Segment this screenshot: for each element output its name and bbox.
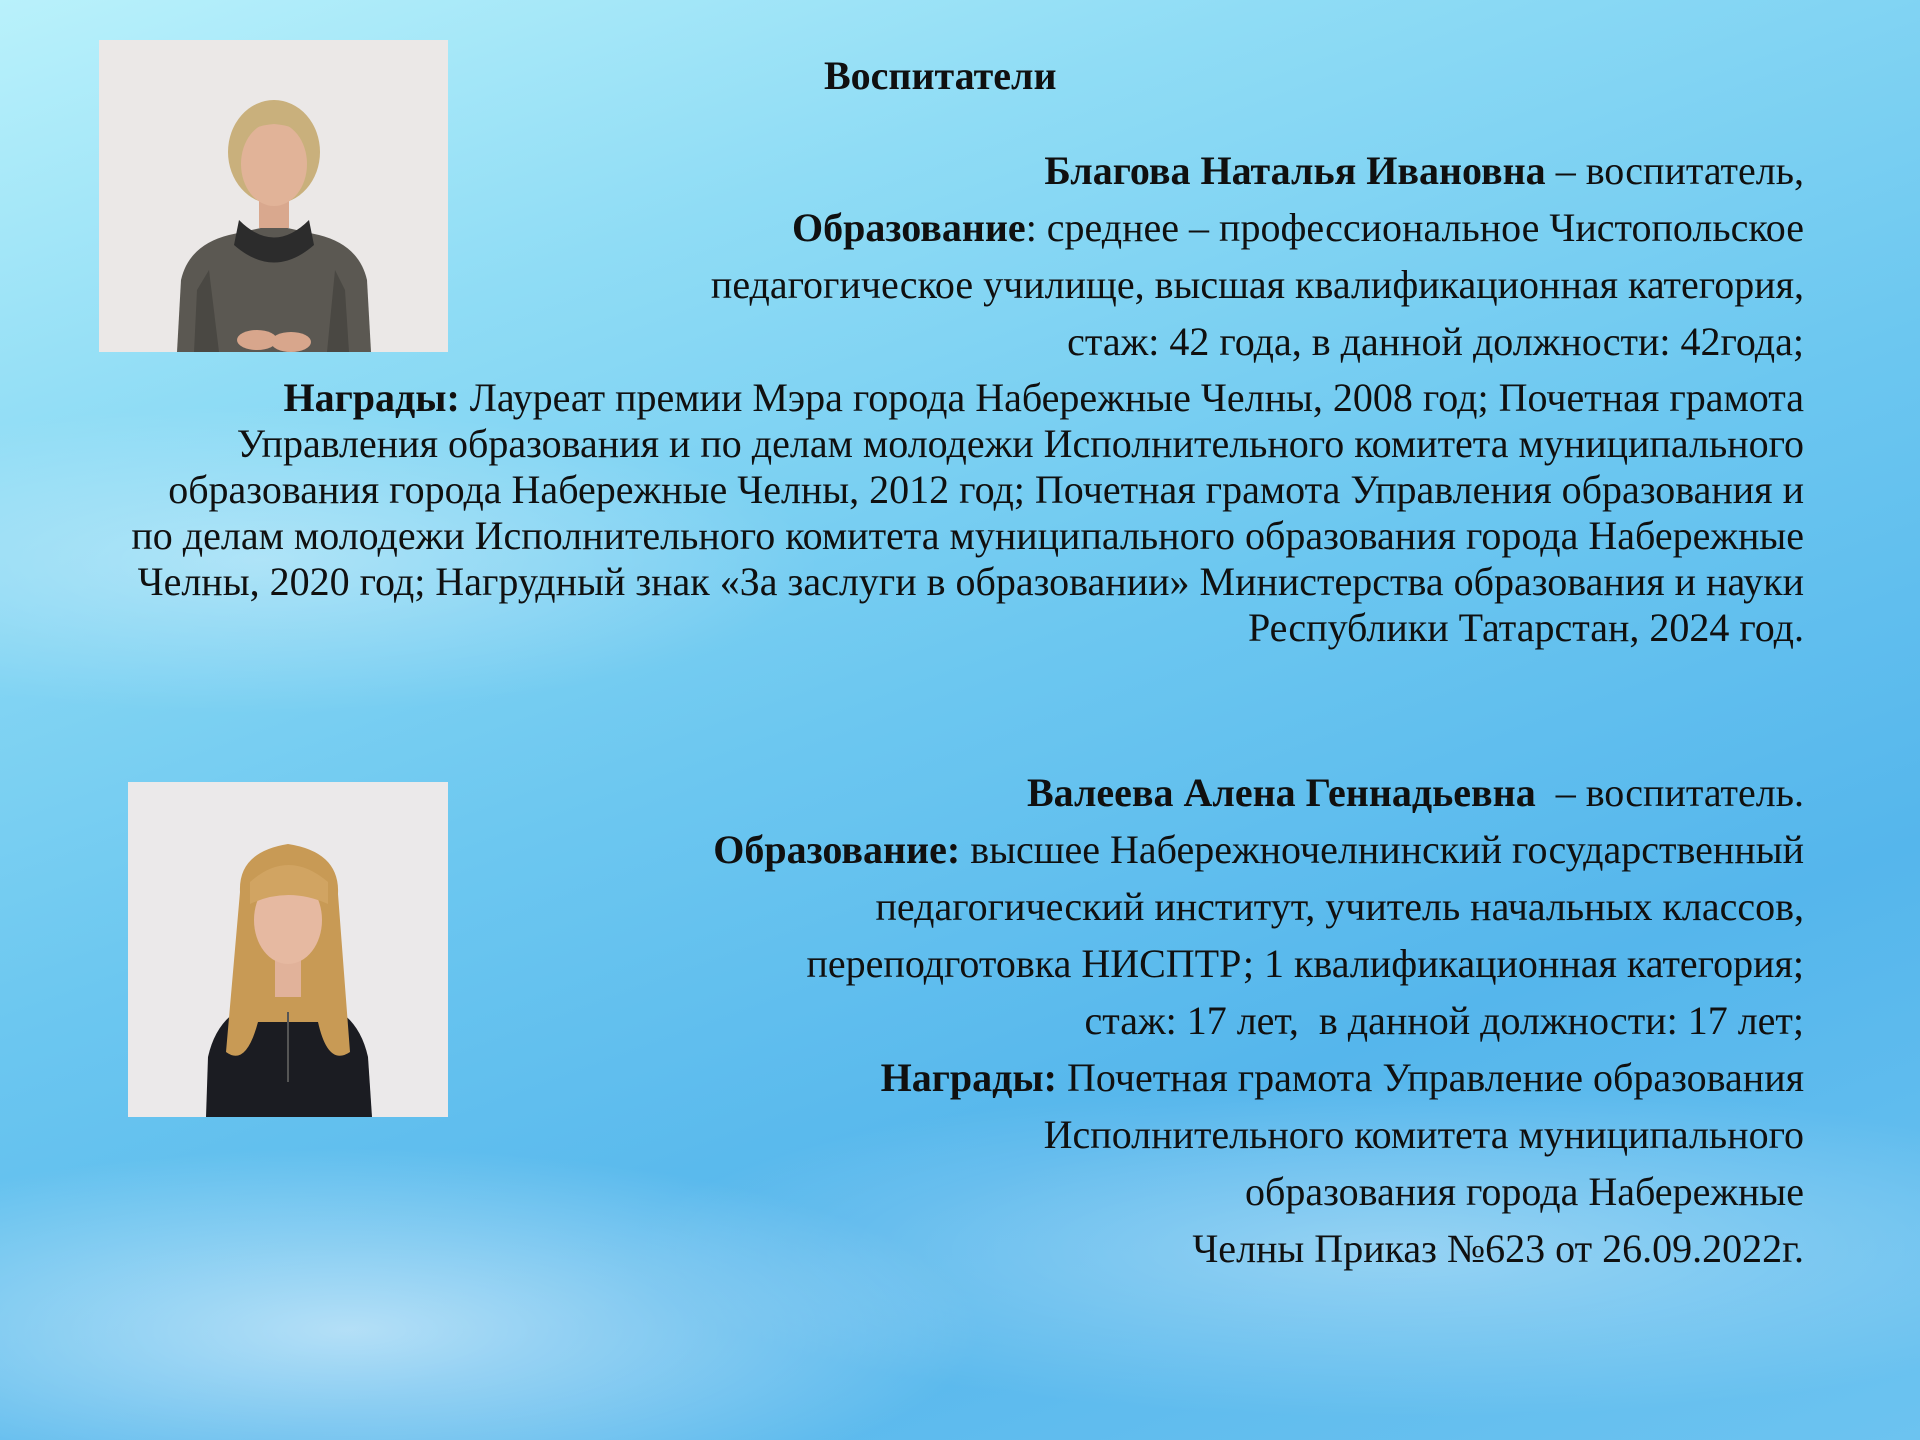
teacher-2-awards-line-1: Награды: Почетная грамота Управление образования	[880, 1055, 1804, 1100]
teacher-2-info	[304, 764, 1804, 1277]
teacher-2-education-line-3: переподготовка НИСПТР; 1 квалификационная категория;	[806, 941, 1804, 986]
teacher-2-name: Валеева Алена Геннадьевна	[1026, 770, 1536, 815]
teacher-1-education-label: Образование	[792, 205, 1026, 250]
teacher-1-info	[304, 142, 1804, 370]
teacher-1-education-line-1: Образование: среднее – профессиональное Чистопольское	[792, 205, 1804, 250]
slide-title: Воспитатели	[824, 53, 1057, 98]
teacher-1-education-line-2: педагогическое училище, высшая квалификационная категория,	[710, 262, 1804, 307]
teacher-2-education-line-2: педагогический институт, учитель начальных классов,	[875, 884, 1804, 929]
teacher-1-awards	[124, 375, 1804, 651]
teacher-2-awards-line-4: Челны Приказ №623 от 26.09.2022г.	[1192, 1226, 1804, 1271]
teacher-2-awards-label: Награды:	[880, 1055, 1057, 1100]
teacher-1-name-line	[304, 142, 1804, 199]
teacher-2-role: – воспитатель.	[1535, 770, 1804, 815]
teacher-2-education-label: Образование:	[713, 827, 961, 872]
teacher-1-education-line-3: стаж: 42 года, в данной должности: 42года;	[1067, 319, 1804, 364]
teacher-1-role: – воспитатель,	[1545, 148, 1804, 193]
teacher-2-education-line-1: Образование: высшее Набережночелнинский государственный	[713, 827, 1804, 872]
teacher-1-awards-label: Награды:	[283, 375, 460, 420]
teacher-2-awards-line-2: Исполнительного комитета муниципального	[1043, 1112, 1804, 1157]
teacher-2-education-line-4: стаж: 17 лет, в данной должности: 17 лет;	[1084, 998, 1804, 1043]
teacher-2-name-line	[304, 764, 1804, 821]
teacher-2-awards-line-3: образования города Набережные	[1244, 1169, 1804, 1214]
teacher-1-name: Благова Наталья Ивановна	[1044, 148, 1546, 193]
teacher-1-awards-text: Лауреат премии Мэра города Набережные Челны, 2008 год; Почетная грамота Управления образования и по делам молодежи Исполнительного комитета муниципального образования города Набережные Челны, 2012 год; Почетная грамота Управления образования и по делам молодежи Исполнительного комитета муниципального образования города Набережные Челны, 2020 год; Нагрудный знак «За заслуги в образовании» Министерства образования и науки Республики Татарстан, 2024 год.	[131, 375, 1804, 650]
